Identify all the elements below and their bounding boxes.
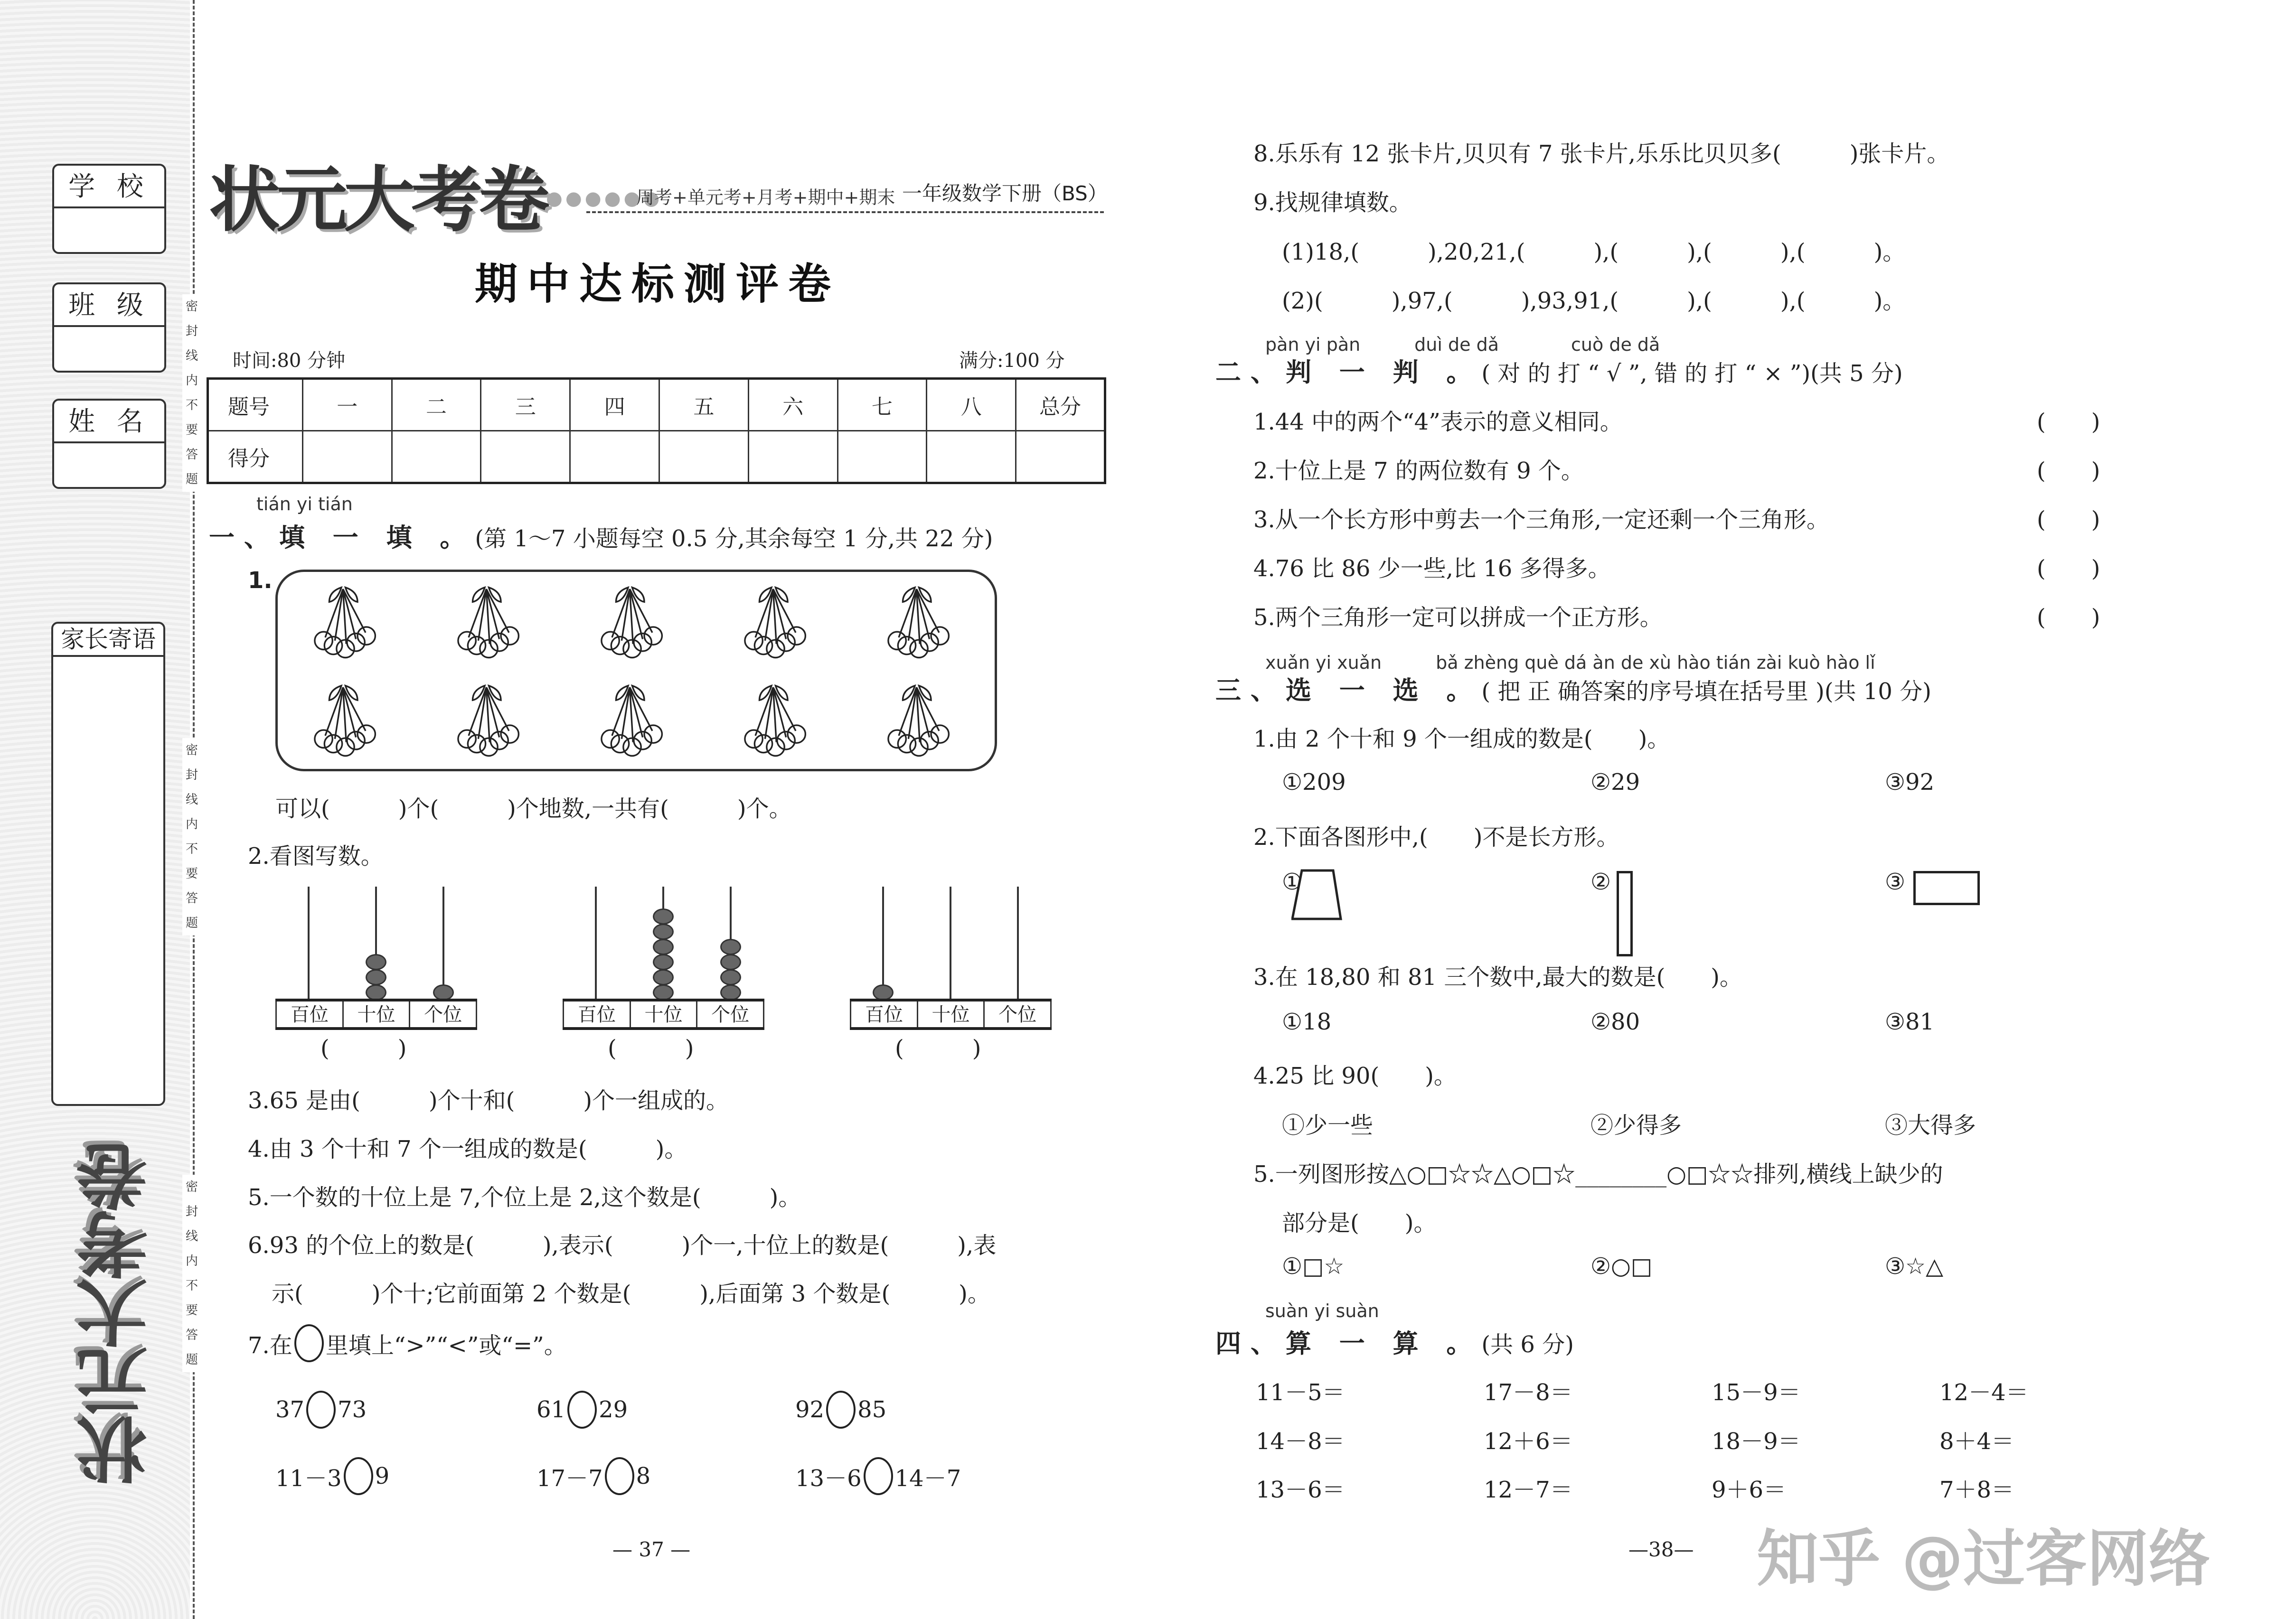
section1-pinyin: tián yi tián	[256, 494, 353, 515]
score-cell[interactable]	[748, 431, 837, 483]
cherry-icon	[452, 581, 533, 662]
choice-q4[interactable]: 4.25 比 90( )。	[1253, 1063, 1457, 1089]
compare-circle	[306, 1391, 336, 1429]
score-cell[interactable]	[481, 431, 570, 483]
parent-comment-label: 家长寄语	[53, 624, 163, 657]
section2-heading: 二、判 一 判 。( 对 的 打 “ √ ”, 错 的 打 “ × ”)(共 5 分)	[1215, 357, 1903, 387]
rectangle-shape	[1913, 871, 1980, 905]
choice-q4-opt3[interactable]: ③大得多	[1885, 1112, 1976, 1139]
name-label: 姓 名	[54, 401, 164, 443]
abacus-2-answer[interactable]: ( )	[608, 1035, 694, 1062]
section4-heading: 四、算 一 算 。(共 6 分)	[1215, 1329, 1574, 1358]
compare-circle	[605, 1457, 634, 1495]
school-label: 学 校	[54, 166, 164, 208]
calc-item[interactable]: 12＋6＝	[1484, 1428, 1573, 1455]
trapezoid-shape	[1291, 869, 1344, 921]
choice-q4-opt2[interactable]: ②少得多	[1590, 1112, 1682, 1139]
score-table-score-row: 得分	[208, 431, 1105, 483]
q1-text[interactable]: 可以( )个( )个地数,一共有( )个。	[275, 795, 792, 822]
school-field[interactable]	[52, 164, 166, 254]
logo-dots-decoration: ●●●●●●	[546, 187, 663, 209]
cherry-icon	[883, 679, 963, 760]
choice-q5-line2[interactable]: 部分是( )。	[1282, 1210, 1437, 1236]
calc-item[interactable]: 18－9＝	[1712, 1428, 1801, 1455]
header-divider	[586, 211, 1104, 213]
score-cell[interactable]	[392, 431, 481, 483]
judge-item-1: 1.44 中的两个“4”表示的意义相同。	[1253, 409, 1623, 435]
score-cell[interactable]	[659, 431, 748, 483]
page-number-right: —38—	[1628, 1538, 1694, 1561]
q6-text-line1[interactable]: 6.93 的个位上的数是( ),表示( )个一,十位上的数是( ),表	[248, 1232, 997, 1259]
choice-q1-opt1[interactable]: ①209	[1282, 769, 1346, 795]
judge-answer-5[interactable]: ( )	[2037, 604, 2100, 631]
abacus-1-answer[interactable]: ( )	[320, 1035, 407, 1062]
cherry-picture-box	[275, 570, 997, 771]
choice-q3[interactable]: 3.在 18,80 和 81 三个数中,最大的数是( )。	[1253, 964, 1743, 991]
choice-q3-opt2[interactable]: ②80	[1590, 1009, 1640, 1035]
q6-text-line2[interactable]: 示( )个十;它前面第 2 个数是( ),后面第 3 个数是( )。	[272, 1281, 990, 1307]
choice-q1[interactable]: 1.由 2 个十和 9 个一组成的数是( )。	[1253, 726, 1670, 752]
calc-item[interactable]: 9＋6＝	[1712, 1477, 1787, 1503]
cherry-icon	[883, 581, 963, 662]
q3-text[interactable]: 3.65 是由( )个十和( )个一组成的。	[248, 1087, 729, 1114]
cherry-icon	[739, 581, 820, 662]
compare-circle	[567, 1391, 597, 1429]
q9-1-text[interactable]: (1)18,( ),20,21,( ),( ),( ),( )。	[1282, 239, 1906, 265]
time-limit: 时间:80 分钟	[233, 350, 346, 372]
calc-item[interactable]: 12－7＝	[1484, 1477, 1573, 1503]
q9-2-text[interactable]: (2)( ),97,( ),93,91,( ),( ),( )。	[1282, 288, 1906, 314]
section2-pinyin: pàn yi pàn duì de dǎ cuò de dǎ	[1265, 334, 1660, 355]
abacus-2: 百位 十位 个位	[563, 888, 764, 1030]
compare-item[interactable]: 13－6 14－7	[795, 1457, 961, 1495]
parent-comment-field[interactable]	[51, 622, 165, 1106]
compare-item[interactable]: 92 85	[795, 1391, 886, 1429]
choice-q2-opt3[interactable]: ③	[1885, 869, 1906, 895]
q2-text: 2.看图写数。	[248, 843, 384, 870]
abacus-3-answer[interactable]: ( )	[895, 1035, 981, 1062]
choice-q1-opt2[interactable]: ②29	[1590, 769, 1640, 795]
score-cell[interactable]	[570, 431, 659, 483]
q7-instruction: 7.在 里填上“>”“<”或“=”。	[248, 1324, 567, 1362]
calc-item[interactable]: 8＋4＝	[1939, 1428, 2014, 1455]
score-cell[interactable]	[927, 431, 1016, 483]
q5-text[interactable]: 5.一个数的十位上是 7,个位上是 2,这个数是( )。	[248, 1184, 801, 1211]
score-cell[interactable]	[1016, 431, 1105, 483]
grade-label: 一年级数学下册（BS）	[902, 182, 1108, 205]
brand-logo: 状元大考卷	[209, 159, 546, 242]
q9-text: 9.找规律填数。	[1253, 189, 1412, 216]
cherry-icon	[596, 679, 677, 760]
q1-number: 1.	[248, 567, 273, 594]
calc-item[interactable]: 13－6＝	[1256, 1477, 1345, 1503]
choice-q5-opt3[interactable]: ③☆△	[1885, 1253, 1943, 1280]
calc-item[interactable]: 14－8＝	[1256, 1428, 1345, 1455]
seal-notice-3: 密 封 线 内 不 要 答 题	[182, 1175, 201, 1372]
tall-rectangle-shape	[1617, 871, 1633, 956]
cherry-icon	[452, 679, 533, 760]
section3-heading: 三、选 一 选 。( 把 正 确答案的序号填在括号里 )(共 10 分)	[1215, 675, 1931, 705]
cherry-icon	[739, 679, 820, 760]
cherry-icon	[596, 581, 677, 662]
calc-item[interactable]: 17－8＝	[1484, 1379, 1573, 1406]
q4-text[interactable]: 4.由 3 个十和 7 个一组成的数是( )。	[248, 1136, 687, 1162]
full-score: 满分:100 分	[959, 350, 1065, 372]
choice-q3-opt1[interactable]: ①18	[1282, 1009, 1332, 1035]
abacus-1: 百位 十位 个位	[275, 888, 477, 1030]
judge-answer-1[interactable]: ( )	[2037, 409, 2100, 435]
compare-circle	[344, 1457, 373, 1495]
page-title: 期中达标测评卷	[475, 259, 840, 309]
section4-pinyin: suàn yi suàn	[1265, 1301, 1379, 1321]
class-label: 班 级	[54, 284, 164, 327]
calc-item[interactable]: 15－9＝	[1712, 1379, 1801, 1406]
judge-answer-4[interactable]: ( )	[2037, 555, 2100, 582]
choice-q5-opt2[interactable]: ②○□	[1590, 1253, 1653, 1280]
series-subtitle: 周考+单元考+月考+期中+期末	[636, 187, 895, 208]
calc-item[interactable]: 11－5＝	[1256, 1379, 1345, 1406]
choice-q3-opt3[interactable]: ③81	[1885, 1009, 1935, 1035]
name-field[interactable]	[52, 399, 166, 489]
calc-item[interactable]: 7＋8＝	[1939, 1477, 2014, 1503]
calc-item[interactable]: 12－4＝	[1939, 1379, 2029, 1406]
binding-sidebar	[0, 0, 190, 1619]
abacus-3: 百位 十位 个位	[850, 888, 1052, 1030]
section1-heading: 一、填 一 填 。(第 1～7 小题每空 0.5 分,其余每空 1 分,共 22 分)	[209, 523, 993, 552]
compare-circle	[826, 1391, 856, 1429]
cherry-icon	[309, 581, 390, 662]
judge-item-4: 4.76 比 86 少一些,比 16 多得多。	[1253, 555, 1611, 582]
compare-item[interactable]: 61 29	[536, 1391, 628, 1429]
choice-q5-opt1[interactable]: ①□☆	[1282, 1253, 1345, 1280]
score-table-header-row: 题号 一 二 三 四 五 六 七 八 总分	[208, 379, 1105, 431]
choice-q5-line1[interactable]: 5.一列图形按△○□☆☆△○□☆________○□☆☆排列,横线上缺少的	[1253, 1161, 1943, 1188]
choice-q1-opt3[interactable]: ③92	[1885, 769, 1935, 795]
judge-item-2: 2.十位上是 7 的两位数有 9 个。	[1253, 458, 1584, 484]
judge-item-3: 3.从一个长方形中剪去一个三角形,一定还剩一个三角形。	[1253, 506, 1830, 533]
seal-notice-1: 密 封 线 内 不 要 答 题	[182, 294, 201, 492]
cherry-icon	[309, 679, 390, 760]
q8-text[interactable]: 8.乐乐有 12 张卡片,贝贝有 7 张卡片,乐乐比贝贝多( )张卡片。	[1253, 140, 1950, 167]
score-cell[interactable]	[837, 431, 927, 483]
choice-q2-opt2[interactable]: ②	[1590, 869, 1611, 895]
choice-q2-opt1[interactable]: ①	[1282, 869, 1303, 895]
circle-icon	[294, 1324, 324, 1362]
class-field[interactable]	[52, 282, 166, 373]
choice-q2[interactable]: 2.下面各图形中,( )不是长方形。	[1253, 824, 1619, 851]
compare-item[interactable]: 37 73	[275, 1391, 367, 1429]
seal-notice-2: 密 封 线 内 不 要 答 题	[182, 738, 201, 936]
watermark: 知乎 @过客网络	[1757, 1523, 2211, 1595]
score-cell[interactable]	[302, 431, 392, 483]
compare-item[interactable]: 17－7 8	[536, 1457, 650, 1495]
sidebar-logo: 状元大考卷	[77, 1144, 160, 1486]
judge-answer-2[interactable]: ( )	[2037, 458, 2100, 484]
compare-item[interactable]: 11－3 9	[275, 1457, 389, 1495]
judge-item-5: 5.两个三角形一定可以拼成一个正方形。	[1253, 604, 1663, 631]
page-number-left: — 37 —	[612, 1538, 691, 1561]
compare-circle	[864, 1457, 893, 1495]
choice-q4-opt1[interactable]: ①少一些	[1282, 1112, 1374, 1139]
score-table	[207, 377, 1106, 484]
judge-answer-3[interactable]: ( )	[2037, 506, 2100, 533]
section3-pinyin: xuǎn yi xuǎn bǎ zhèng què dá àn de xù hào tián zài kuò hào lǐ	[1265, 652, 1875, 673]
